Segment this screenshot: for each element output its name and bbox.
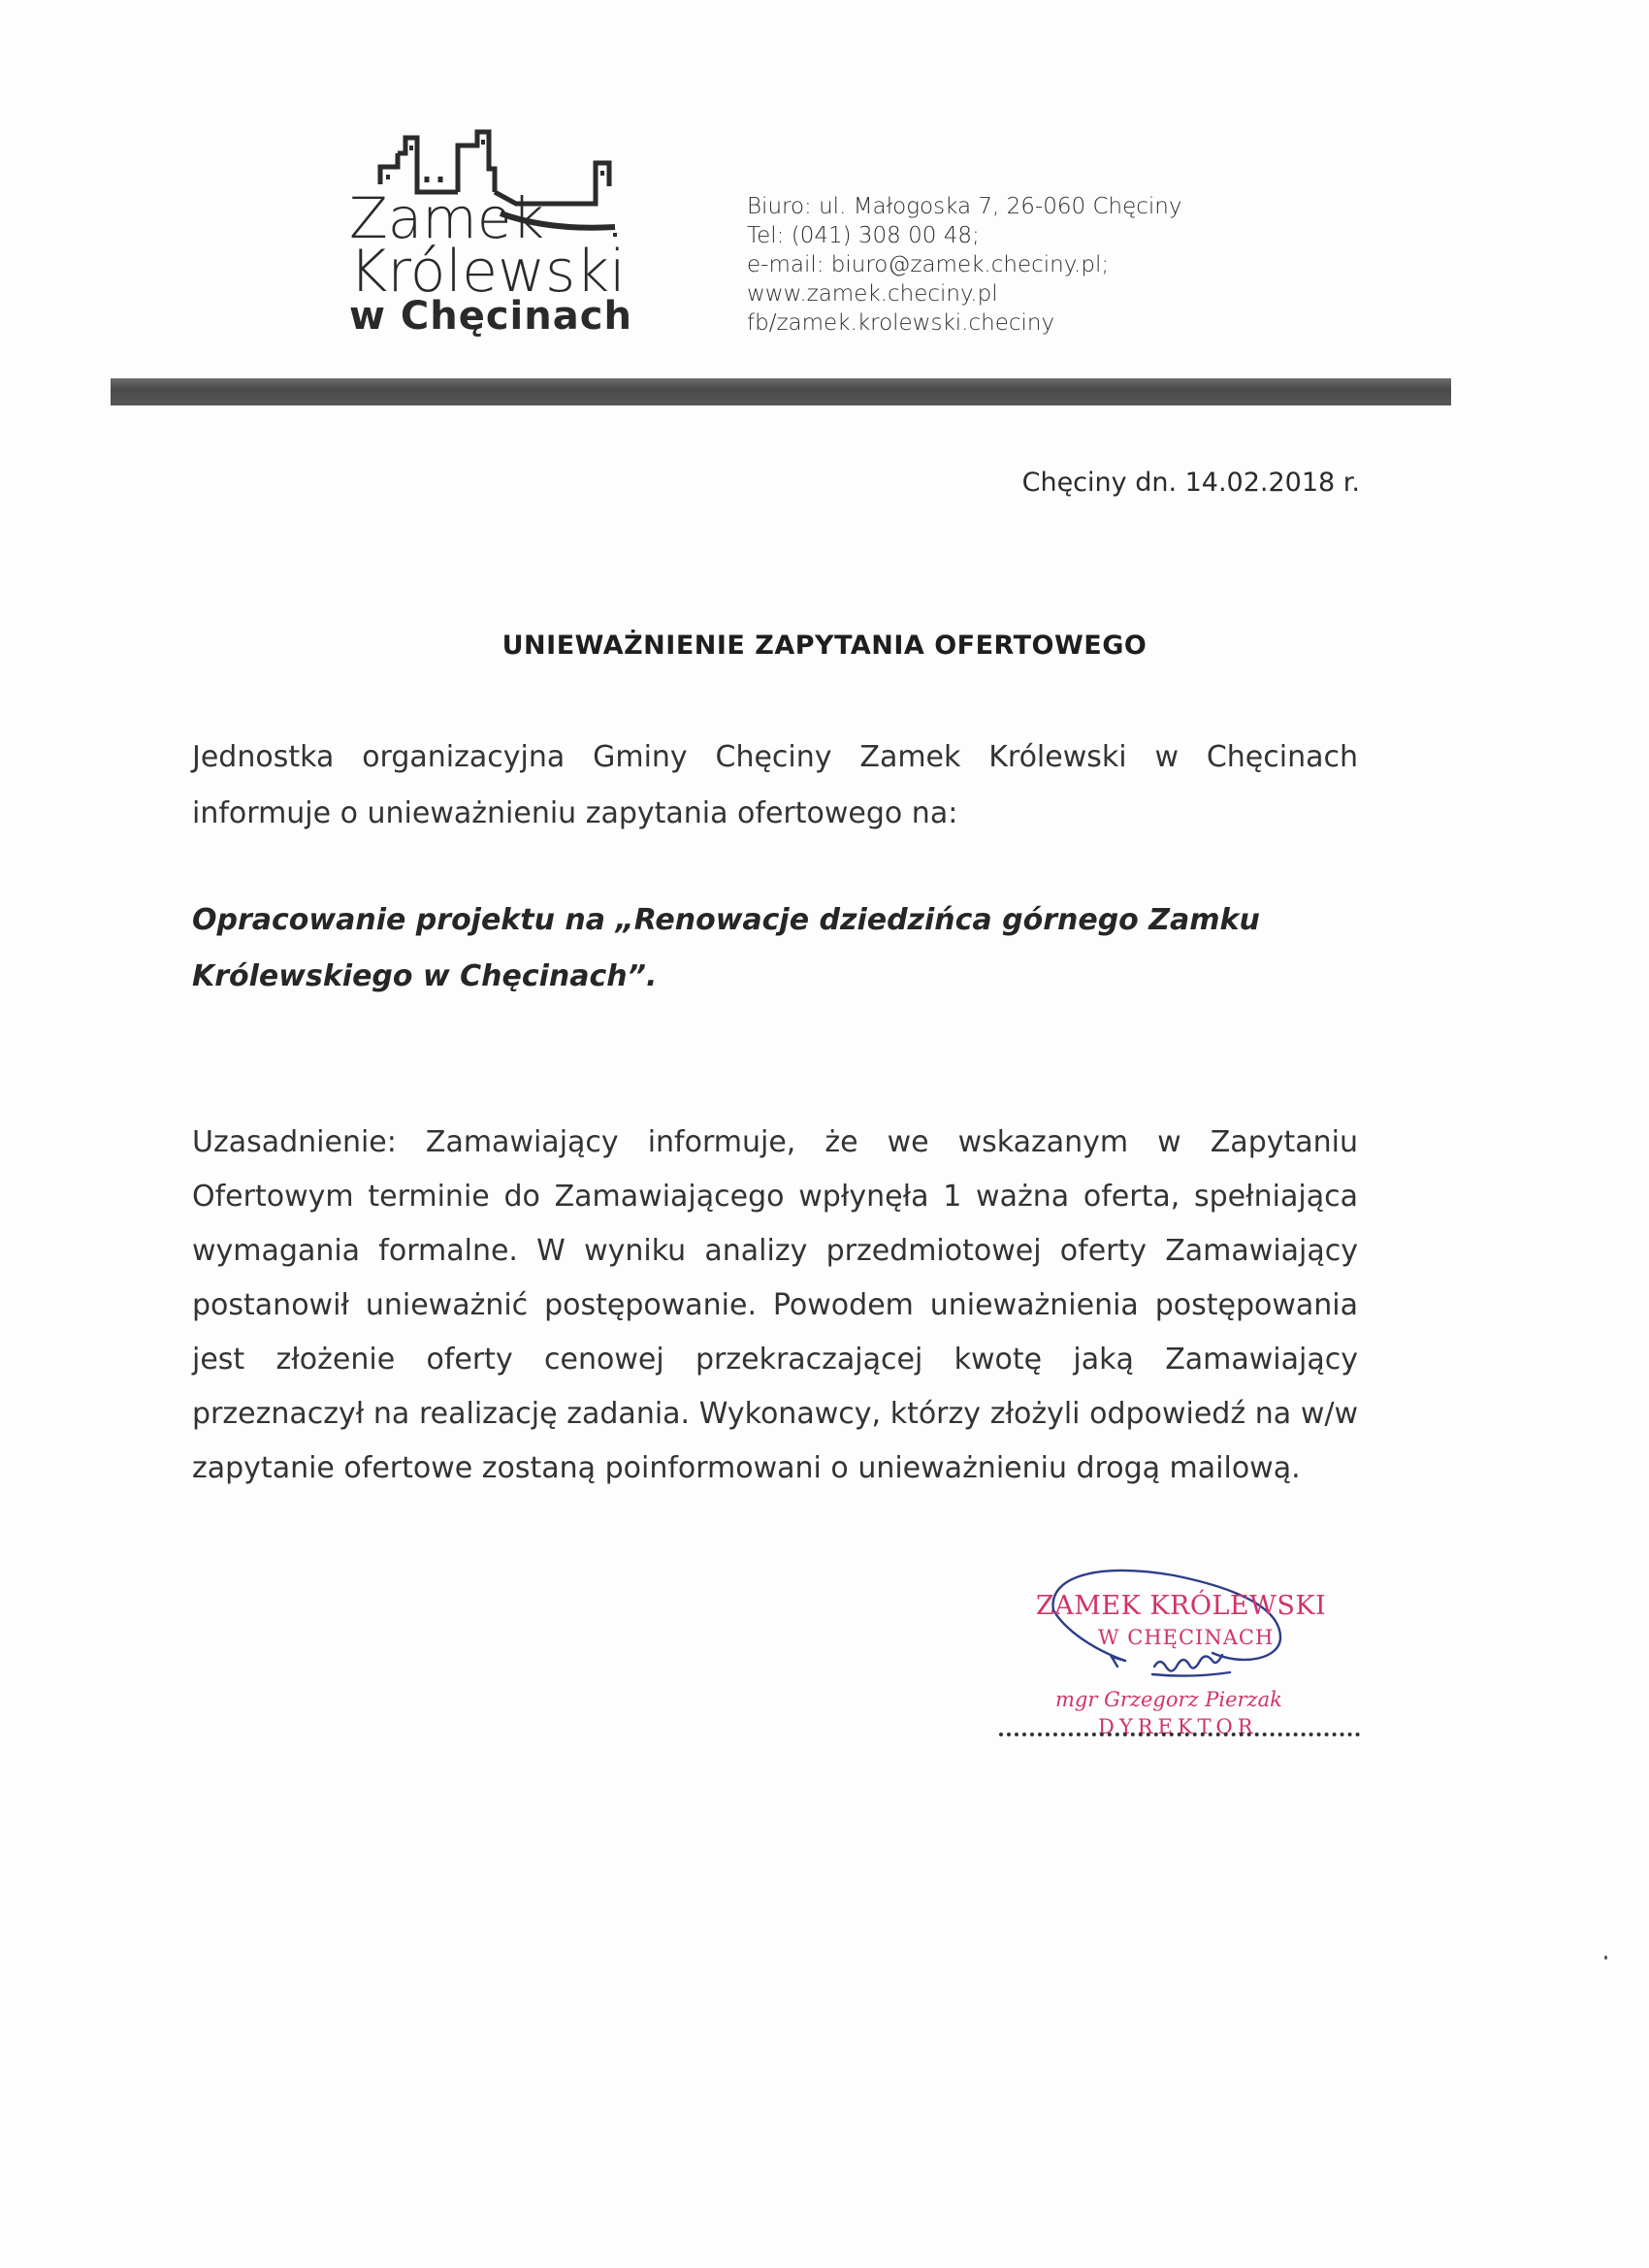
- signature-line: [999, 1733, 1360, 1736]
- contact-facebook[interactable]: fb/zamek.krolewski.checiny: [747, 310, 1055, 336]
- contact-info: [747, 192, 1181, 338]
- subject-of-inquiry: Opracowanie projektu na „Renowacje dziedzińca górnego Zamku Królewskiego w Chęcinach”.: [192, 903, 1260, 993]
- logo-text-line-2: Królewski: [349, 238, 626, 306]
- stamp-organization: ZAMEK KRÓLEWSKI: [1036, 1591, 1327, 1621]
- contact-address: Biuro: ul. Małogoska 7, 26-060 Chęciny: [747, 194, 1182, 219]
- logo-text-line-1: Zamek: [349, 185, 545, 251]
- justification-paragraph: Uzasadnienie: Zamawiający informuje, że we wskazanym w Zapytaniu Ofertowym terminie do Zamawiającego wpłynęła 1 ważna oferta, spełniająca wymagania formalne. W wyniku analizy przedmiotowej oferty Zamawiający postanowił unieważnić postępowanie. Powodem unieważnienia postępowania jest złożenie oferty cenowej przekraczającej kwotę jaką Zamawiający przeznaczył na realizację zadania. Wykonawcy, którzy złożyli odpowiedź na w/w zapytanie ofertowe zostaną poinformowani o unieważnieniu drogą mailową.: [192, 1125, 1358, 1485]
- contact-website[interactable]: www.zamek.checiny.pl: [747, 281, 998, 307]
- stamp-role: DYREKTOR: [1098, 1715, 1258, 1738]
- logo: [349, 124, 660, 347]
- document-title: UNIEWAŻNIENIE ZAPYTANIA OFERTOWEGO: [501, 631, 1148, 661]
- stamp-town: W CHĘCINACH: [1098, 1626, 1275, 1649]
- contact-email[interactable]: e-mail: biuro@zamek.checiny.pl;: [747, 252, 1110, 277]
- director-stamp: [989, 1552, 1397, 1775]
- place-date: Chęciny dn. 14.02.2018 r.: [1021, 468, 1360, 498]
- logo-text-line-3: w Chęcinach: [349, 294, 632, 339]
- intro-paragraph: Jednostka organizacyjna Gminy Chęciny Zamek Królewski w Chęcinach informuje o unieważnieniu zapytania ofertowego na:: [192, 740, 1358, 830]
- header-divider-bar: [111, 378, 1451, 405]
- stamp-name: mgr Grzegorz Pierzak: [1055, 1688, 1282, 1711]
- contact-phone: Tel: (041) 308 00 48;: [747, 223, 980, 248]
- scan-speck: [1604, 1956, 1607, 1960]
